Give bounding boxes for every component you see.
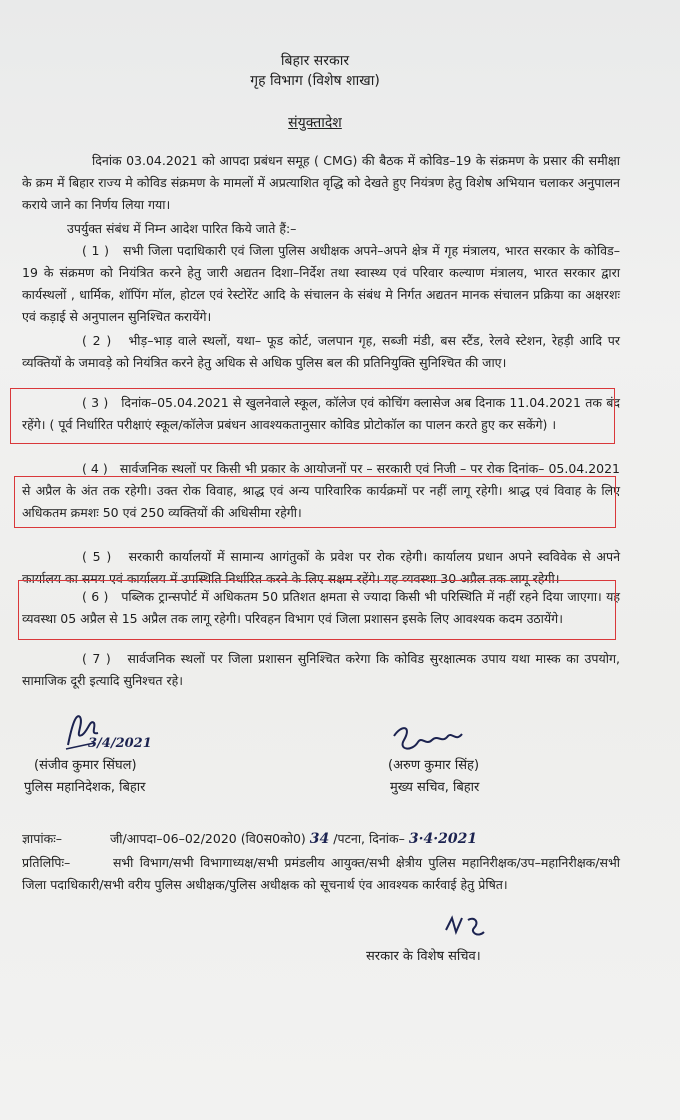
closing-designation: सरकार के विशेष सचिव। (366, 949, 481, 964)
department-heading: गृह विभाग (विशेष शाखा) (250, 73, 380, 89)
signatory-left-designation: पुलिस महानिदेशक, बिहार (24, 780, 146, 795)
order-text: पब्लिक ट्रान्सपोर्ट में अधिकतम 50 प्रतिशत क्षमता से ज्यादा किसी भी परिस्थिति में नहीं रहने दिया जाएगा। यह व्यवस्था 05 अप्रैल से 15 अप्रैल तक लागू रहेगी। परिवहन विभाग एवं जिला प्रशासन इसके लिए आवश्यक कदम उठायेंगे। (22, 589, 620, 626)
order-number: ( 4 ) (82, 461, 108, 476)
order-text: सार्वजनिक स्थलों पर किसी भी प्रकार के आयोजनों पर – सरकारी एवं निजी – पर रोक दिनांक– 05.04.2021 से अप्रैल के अंत तक रहेगी। उक्त रोक विवाह, श्राद्ध एवं अन्य पारिवारिक कार्यक्रमों पर नहीं लागू रहेगी। श्राद्ध एवं विवाह के लिए अधिकतम क्रमशः 50 एवं 250 व्यक्तियों की अधिसीमा रहेगी। (22, 461, 621, 520)
memo-place-date-label: /पटना, दिनांक– (333, 831, 405, 846)
memo-line (22, 828, 620, 850)
memo-ref: जी/आपदा–06–02/2020 (वि0स0को0) (109, 831, 306, 846)
highlight-box-order-4 (14, 476, 616, 528)
order-number: ( 6 ) (82, 589, 109, 604)
order-number: ( 1 ) (82, 243, 110, 258)
order-1 (22, 240, 620, 328)
order-text: सभी जिला पदाधिकारी एवं जिला पुलिस अधीक्षक अपने–अपने क्षेत्र में गृह मंत्रालय, भारत सरकार के कोविड– 19 के संक्रमण को नियंत्रित करने हेतु जारी अद्यतन दिशा–निर्देश तथा स्वास्थ्य एवं परिवार कल्याण मंत्रालय, भारत सरकार द्वारा कार्यस्थलों , धार्मिक, शॉपिंग मॉल, होटल एवं रेस्टोरेंट आदि के संचालन के संबंध मे निर्गत अद्यतन मानक संचालन प्रक्रिया का अक्षरशः एवं कड़ाई से अनुपालन सुनिश्चित करायेंगे। (22, 243, 620, 324)
memo-handwritten-date: 3·4·2021 (408, 831, 478, 847)
order-7 (22, 648, 620, 692)
order-number: ( 5 ) (82, 549, 112, 564)
order-text: सार्वजनिक स्थलों पर जिला प्रशासन सुनिश्चित करेगा कि कोविड सुरक्षात्मक उपाय यथा मास्क का उपयोग, सामाजिक दूरी इत्यादि सुनिश्चत रहे। (22, 651, 621, 688)
order-number: ( 7 ) (82, 651, 111, 666)
order-number: ( 2 ) (82, 333, 112, 348)
order-text: सरकारी कार्यालयों में सामान्य आगंतुकों के प्रवेश पर रोक रहेगी। कार्यालय प्रधान अपने स्वविवेक से अपने कार्यालय का समय एवं कार्यालय में उपस्थिति निर्धारित करने के लिए सक्षम रहेंगे। यह व्यवस्था 30 अप्रैल तक लागू रहेगी। (22, 549, 621, 586)
highlight-box-order-6 (18, 580, 616, 640)
document-title: संयुक्तादेश (288, 115, 342, 131)
memo-handwritten-no: 34 (309, 831, 330, 847)
order-text: दिनांक–05.04.2021 से खुलनेवाले स्कूल, कॉलेज एवं कोचिंग क्लासेज अब दिनाक 11.04.2021 तक बंद रहेंगे। ( पूर्व निर्धारित परीक्षाएं स्कूल/कॉलेज प्रबंधन आवश्यकतानुसार कोविड प्रोटोकॉल का पालन करते हुए कर सकेंगे) । (22, 395, 620, 432)
signature-left-date: 3/4/2021 (88, 736, 152, 751)
order-2 (22, 330, 620, 374)
copy-block (22, 852, 620, 896)
order-text: भीड़–भाड़ वाले स्थलों, यथा– फूड कोर्ट, जलपान गृह, सब्जी मंडी, बस स्टैंड, रेलवे स्टेशन, रेहड़ी आदि पर व्यक्तियों के जमावड़े को नियंत्रित करने हेतु अधिक से अधिक पुलिस बल की प्रतिनियुक्ति सुनिश्चित की जाए। (22, 333, 621, 370)
lead-line: उपर्युक्त संबंध में निम्न आदेश पारित किये जाते हैं:– (67, 221, 297, 236)
intro-paragraph: दिनांक 03.04.2021 को आपदा प्रबंधन समूह ( CMG) की बैठक में कोविड–19 के संक्रमण के प्रसार की समीक्षा के क्रम में बिहार राज्य मे कोविड संक्रमण के मामलों में अप्रत्याशित वृद्धि को देखते हुए नियंत्रण हेतु विशेष अभियान चलाकर अनुपालन कराये जाने का निर्णय लिया गया। (22, 153, 620, 212)
order-number: ( 3 ) (82, 395, 109, 410)
signatory-left-name: (संजीव कुमार सिंघल) (34, 758, 137, 773)
copy-text: सभी विभाग/सभी विभागाध्यक्ष/सभी प्रमंडलीय आयुक्त/सभी क्षेत्रीय पुलिस महानिरीक्षक/उप–महानिरीक्षक/सभी जिला पदाधिकारी/सभी वरीय पुलिस अधीक्षक/पुलिस अधीक्षक को सूचनार्थ एंव आवश्यक कार्रवाई हेतु प्रेषित। (22, 855, 620, 892)
highlight-box-order-3 (10, 388, 615, 444)
signatory-right-name: (अरुण कुमार सिंह) (388, 758, 480, 773)
copy-label: प्रतिलिपिः– (22, 855, 71, 870)
signatory-right-designation: मुख्य सचिव, बिहार (390, 780, 480, 795)
government-heading: बिहार सरकार (280, 53, 350, 69)
memo-label: ज्ञापांकः– (22, 831, 62, 846)
